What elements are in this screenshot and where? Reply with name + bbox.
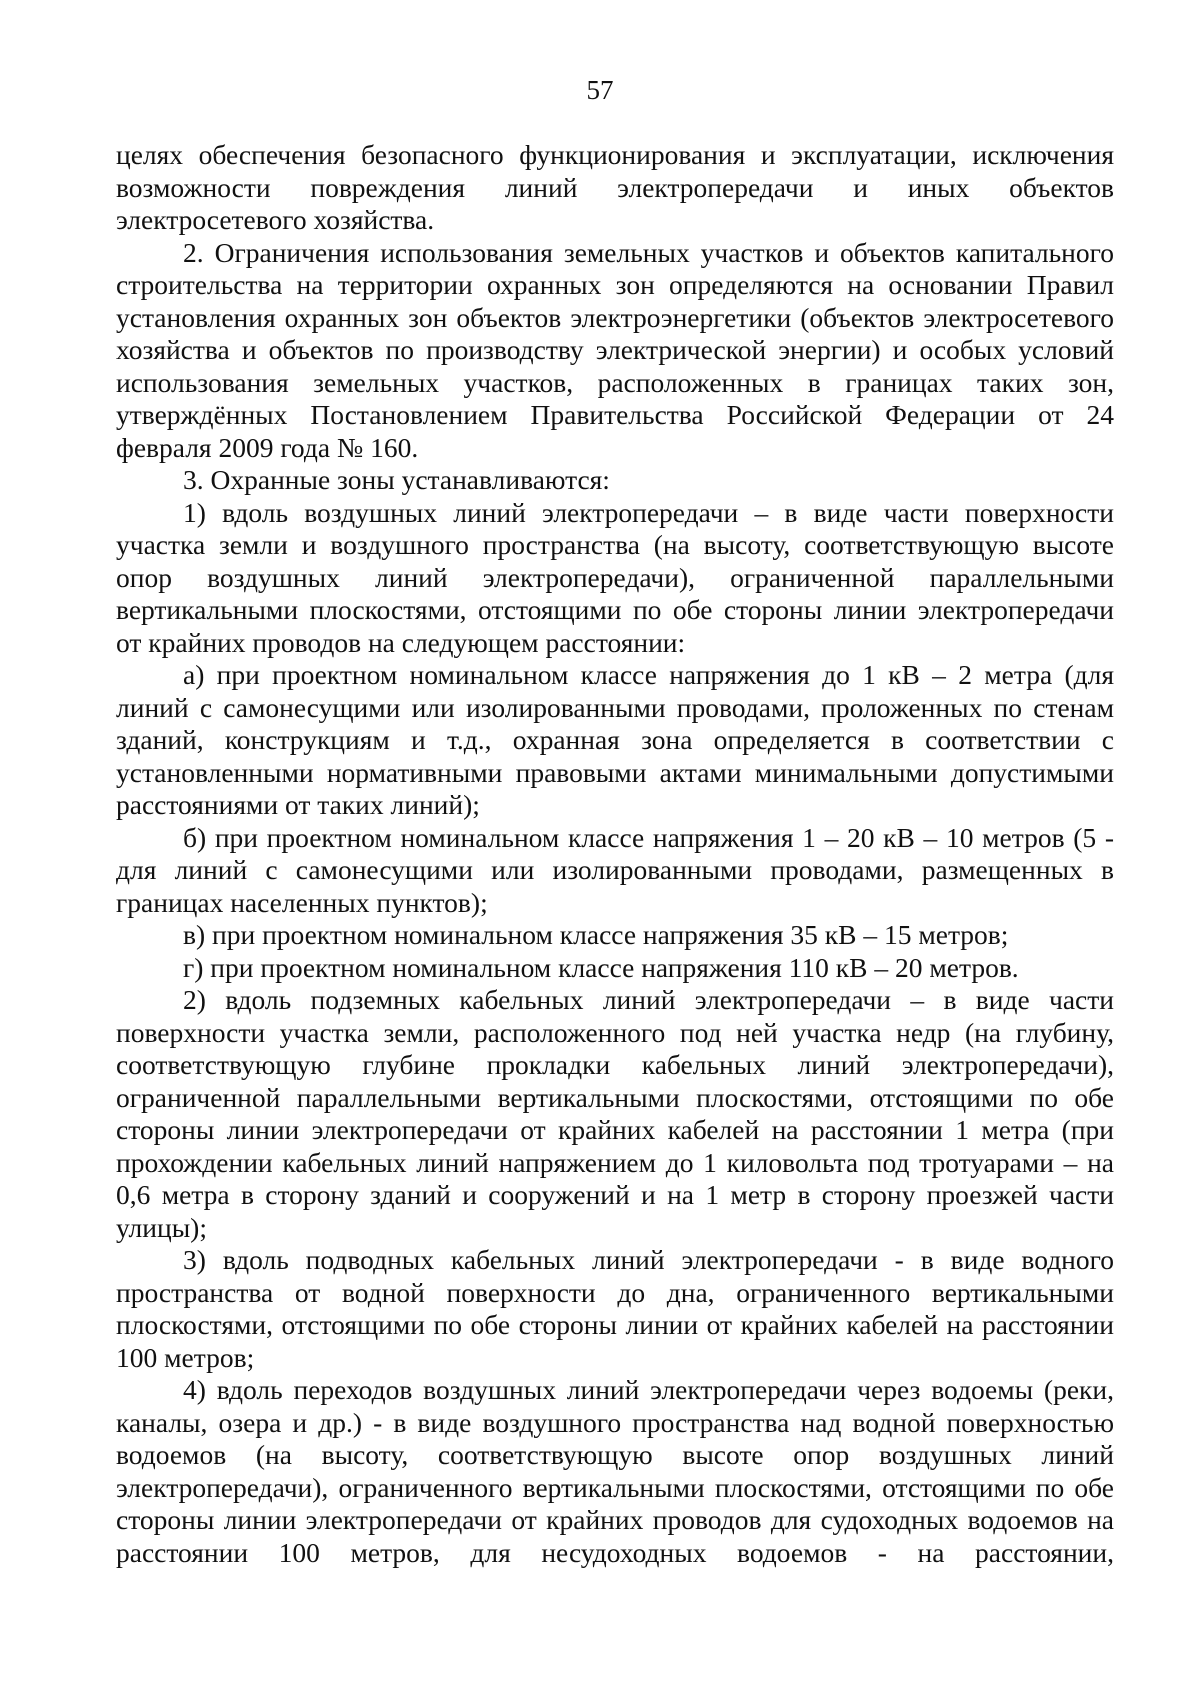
paragraph-item-a: а) при проектном номинальном классе напряжения до 1 кВ – 2 метра (для линий с самонесущими или изолированными проводами, проложенных по стенам зданий, конструкциям и т.д., охранная зона определяется в соответствии с установленными нормативными правовыми актами минимальными допустимыми расстояниями от таких линий);: [116, 659, 1114, 820]
paragraph-underwater-cables: 3) вдоль подводных кабельных линий электропередачи - в виде водного пространства от водной поверхности до дна, ограниченного вертикальными плоскостями, отстоящими по обе стороны линии от крайних кабелей на расстоянии 100 метров;: [116, 1244, 1114, 1373]
paragraph-water-crossings: 4) вдоль переходов воздушных линий электропередачи через водоемы (реки, каналы, озера и др.) - в виде воздушного пространства над водной поверхностью водоемов (на высоту, соответствующую высоте опор воздушных линий электропередачи), ограниченного вертикальными плоскостями, отстоящими по обе стороны линии электропередачи от крайних проводов для судоходных водоемов на расстоянии 100 метров, для несудоходных водоемов - на расстоянии,: [116, 1374, 1114, 1568]
document-body: [116, 139, 1114, 1569]
paragraph-continuation: целях обеспечения безопасного функционирования и эксплуатации, исключения возможности повреждения линий электропередачи и иных объектов электросетевого хозяйства.: [116, 139, 1114, 235]
page-number: 57: [586, 75, 614, 105]
paragraph-item-v: в) при проектном номинальном классе напряжения 35 кВ – 15 метров;: [183, 919, 1009, 950]
paragraph-underground-cables: 2) вдоль подземных кабельных линий электропередачи – в виде части поверхности участка земли, расположенного под ней участка недр (на глубину, соответствующую глубине прокладки кабельных линий электропередачи), ограниченной параллельными вертикальными плоскостями, отстоящими по обе стороны линии электропередачи от крайних кабелей на расстоянии 1 метра (при прохождении кабельных линий напряжением до 1 киловольта под тротуарами – на 0,6 метра в сторону зданий и сооружений и на 1 метр в сторону проезжей части улицы);: [116, 984, 1114, 1243]
paragraph-2-restrictions: 2. Ограничения использования земельных участков и объектов капитального строительства на территории охранных зон определяются на основании Правил установления охранных зон объектов электроэнергетики (объектов электросетевого хозяйства и объектов по производству электрической энергии) и особых условий использования земельных участков, расположенных в границах таких зон, утверждённых Постановлением Правительства Российской Федерации от 24 февраля 2009 года № 160.: [116, 236, 1114, 463]
paragraph-item-b: б) при проектном номинальном классе напряжения 1 – 20 кВ – 10 метров (5 - для линий с самонесущими или изолированными проводами, размещенных в границах населенных пунктов);: [116, 821, 1114, 918]
paragraph-item-g: г) при проектном номинальном классе напряжения 110 кВ – 20 метров.: [183, 951, 1019, 983]
paragraph-overhead-lines: 1) вдоль воздушных линий электропередачи – в виде части поверхности участка земли и воздушного пространства (на высоту, соответствующую высоте опор воздушных линий электропередачи), ограниченной параллельными вертикальными плоскостями, отстоящими по обе стороны линии электропередачи от крайних проводов на следующем расстоянии:: [116, 496, 1114, 658]
paragraph-3-zones-heading: 3. Охранные зоны устанавливаются:: [183, 464, 610, 495]
